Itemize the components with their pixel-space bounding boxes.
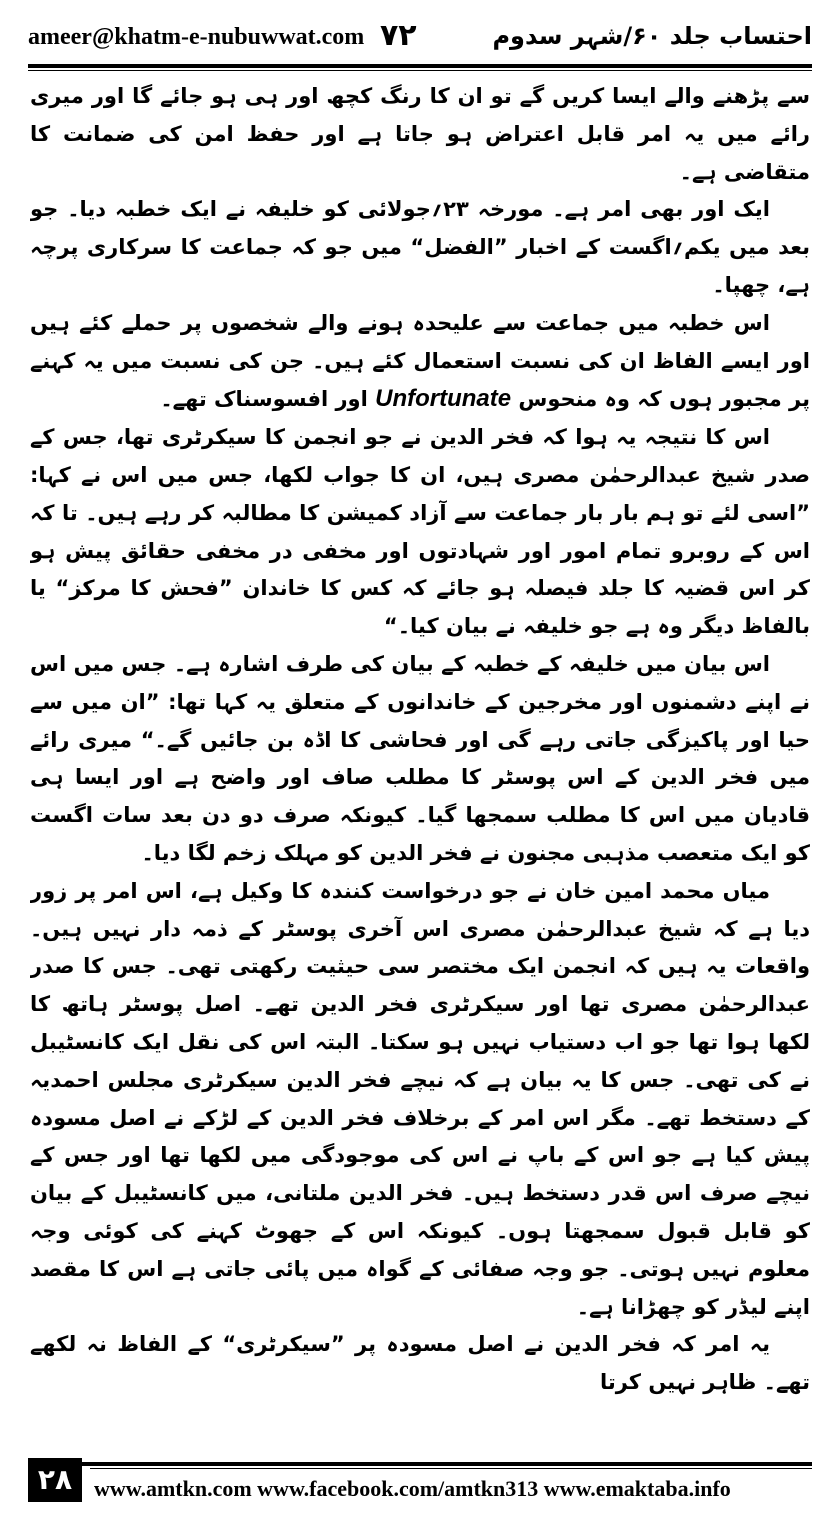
paragraph-3-text-b: اور افسوسناک تھے۔ bbox=[160, 387, 368, 412]
header-email: ameer@khatm-e-nubuwwat.com bbox=[28, 24, 365, 50]
paragraph-7: یہ امر کہ فخر الدین نے اصل مسودہ پر ”سیکرٹری“ کے الفاظ نہ لکھے تھے۔ ظاہر نہیں کرتا bbox=[30, 1332, 810, 1395]
header-rule-thin bbox=[28, 70, 812, 71]
paragraph-2: ایک اور بھی امر ہے۔ مورخہ ۲۳؍جولائی کو خلیفہ نے ایک خطبہ دیا۔ جو بعد میں یکم؍اگست کے اخبار ”الفضل“ میں جو کہ جماعت کا سرکاری پرچہ ہے، چھپا۔ bbox=[30, 197, 810, 297]
paragraph-3-text-a: اس خطبہ میں جماعت سے علیحدہ ہونے والے شخصوں پر حملے کئے ہیں اور ایسے الفاظ ان کی نسبت استعمال کئے ہیں۔ جن کی نسبت میں یہ کہنے پر مجبور ہوں کہ وہ منحوس bbox=[30, 310, 810, 412]
header-title: احتساب جلد ۶۰/شہر سدوم bbox=[492, 22, 812, 50]
paragraph-1: سے پڑھنے والے ایسا کریں گے تو ان کا رنگ کچھ اور ہی ہو جائے گا اور میری رائے میں یہ امر قابل اعتراض ہو جاتا ہے اور حفظ امن کی ضمانت کا متقاضی ہے۔ bbox=[30, 84, 810, 184]
footer-links[interactable]: www.amtkn.com www.facebook.com/amtkn313 www.emaktaba.info bbox=[94, 1476, 731, 1501]
footer-rule-thin bbox=[90, 1468, 812, 1469]
page-body bbox=[30, 78, 810, 1446]
paragraph-5: اس بیان میں خلیفہ کے خطبہ کے بیان کی طرف اشارہ ہے۔ جس میں اس نے اپنے دشمنوں اور مخرجین کے خاندانوں کے متعلق یہ کہا تھا: ”ان میں سے حیا اور پاکیزگی جاتی رہے گی اور فحاشی کا اڈہ بن جائیں گے۔“ میری رائے میں فخر الدین کے اس پوسٹر کا مطلب صاف اور واضح ہے اور ایسا ہی قادیان میں اس کا مطلب سمجھا گیا۔ کیونکہ صرف دو دن بعد سات اگست کو ایک متعصب مذہبی مجنون نے فخر الدین کو مہلک زخم لگا دیا۔ bbox=[30, 651, 810, 865]
paragraph-4: اس کا نتیجہ یہ ہوا کہ فخر الدین نے جو انجمن کا سیکرٹری تھا، جس کے صدر شیخ عبدالرحمٰن مصری ہیں، ان کا جواب لکھا، جس میں اس نے کہا: ”اسی لئے تو ہم بار بار جماعت سے آزاد کمیشن کا مطالبہ کر رہے ہیں۔ تا کہ اس کے روبرو تمام امور اور شہادتوں اور مخفی در مخفی حقائق پیش ہو کر اس قضیہ کا جلد فیصلہ ہو جائے کہ کس کا خاندان ”فحش کا مرکز“ یا بالفاظ دیگر وہ ہے جو خلیفہ نے بیان کیا۔“ bbox=[30, 425, 810, 639]
paragraph-6: میاں محمد امین خان نے جو درخواست کنندہ کا وکیل ہے، اس امر پر زور دیا ہے کہ شیخ عبدالرحمٰن مصری اس آخری پوسٹر کے ذمہ دار نہیں ہیں۔ واقعات یہ ہیں کہ انجمن ایک مختصر سی حیثیت رکھتی تھی۔ جس کا صدر عبدالرحمٰن مصری تھا اور سیکرٹری فخر الدین تھے۔ اصل پوسٹر ہاتھ کا لکھا ہوا تھا جو اب دستیاب نہیں ہو سکتا۔ البتہ اس کی نقل ایک کانسٹیبل نے کی تھی۔ جس کا یہ بیان ہے کہ نیچے فخر الدین سیکرٹری مجلس احمدیہ کے دستخط تھے۔ مگر اس امر کے برخلاف فخر الدین کے لڑکے نے اصل مسودہ پیش کیا ہے جو اس کے باپ نے اس کی موجودگی میں لکھا تھا اور جس کے نیچے صرف اس قدر دستخط ہیں۔ فخر الدین ملتانی، میں کانسٹیبل کے بیان کو قابل قبول سمجھتا ہوں۔ کیونکہ اس کے جھوٹ کہنے کی کوئی وجہ معلوم نہیں ہوتی۔ جو وجہ صفائی کے گواہ میں پائی جاتی ہے اس کا مقصد اپنے لیڈر کو چھڑانا ہے۔ bbox=[30, 878, 810, 1319]
footer-page-number: ۲۸ bbox=[28, 1458, 82, 1502]
english-term: Unfortunate bbox=[375, 385, 512, 413]
header-page-number: ۷۲ bbox=[380, 18, 417, 53]
page-header bbox=[28, 18, 812, 62]
header-rule bbox=[28, 64, 812, 68]
footer-rule bbox=[28, 1462, 812, 1466]
paragraph-3 bbox=[30, 305, 810, 419]
